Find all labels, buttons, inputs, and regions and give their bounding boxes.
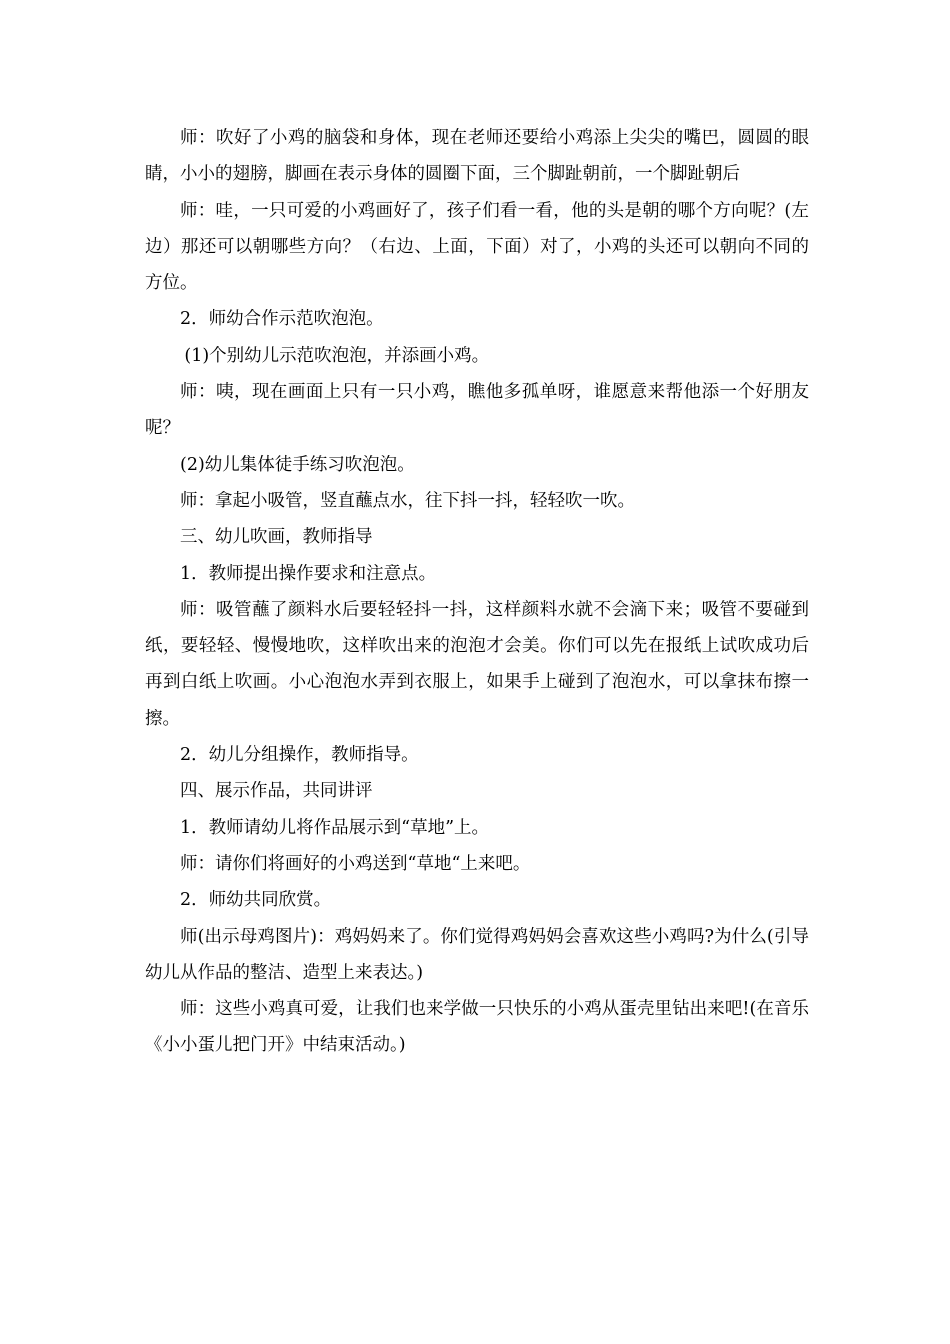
paragraph-teacher-grassland: 师：请你们将画好的小鸡送到“草地“上来吧。 xyxy=(180,853,531,874)
paragraph-teacher-head-direction: 师：哇，一只可爱的小鸡画好了，孩子们看一看，他的头是朝的哪个方向呢？(左边）那还可以朝哪些方向？（右边、上面，下面）对了，小鸡的头还可以朝向不同的方位。 xyxy=(145,200,809,294)
paragraph-step-2-demo: 2．师幼合作示范吹泡泡。 xyxy=(180,309,384,330)
paragraph-group-operation: 2．幼儿分组操作，教师指导。 xyxy=(180,745,419,766)
paragraph-teacher-add-friend: 师：咦，现在画面上只有一只小鸡，瞧他多孤单呀，谁愿意来帮他添一个好朋友呢？ xyxy=(145,382,809,439)
paragraph-mother-hen: 师(出示母鸡图片)：鸡妈妈来了。你们觉得鸡妈妈会喜欢这些小鸡吗?为什么(引导幼儿从作品的整洁、造型上来表达。) xyxy=(145,926,809,983)
section-heading-3: 三、幼儿吹画，教师指导 xyxy=(180,527,373,548)
paragraph-teacher-draw-beak: 师：吹好了小鸡的脑袋和身体，现在老师还要给小鸡添上尖尖的嘴巴，圆圆的眼睛，小小的翅膀，脚画在表示身体的圆圈下面，三个脚趾朝前，一个脚趾朝后 xyxy=(145,128,809,185)
paragraph-appreciate: 2．师幼共同欣赏。 xyxy=(180,890,332,911)
paragraph-closing: 师：这些小鸡真可爱，让我们也来学做一只快乐的小鸡从蛋壳里钻出来吧!(在音乐《小小蛋儿把门开》中结束活动。) xyxy=(145,999,809,1056)
paragraph-group-practice: (2)幼儿集体徒手练习吹泡泡。 xyxy=(180,454,415,475)
paragraph-teacher-straw: 师：拿起小吸管，竖直蘸点水，往下抖一抖，轻轻吹一吹。 xyxy=(180,490,635,511)
paragraph-display-works: 1．教师请幼儿将作品展示到“草地”上。 xyxy=(180,817,490,838)
section-heading-4: 四、展示作品，共同讲评 xyxy=(180,781,373,802)
paragraph-individual-demo: (1)个别幼儿示范吹泡泡，并添画小鸡。 xyxy=(184,345,490,366)
paragraph-teacher-instructions: 师：吸管蘸了颜料水后要轻轻抖一抖，这样颜料水就不会滴下来；吸管不要碰到纸，要轻轻、慢慢地吹，这样吹出来的泡泡才会美。你们可以先在报纸上试吹成功后再到白纸上吹画。小心泡泡水弄到衣服上，如果手上碰到了泡泡水，可以拿抹布擦一擦。 xyxy=(145,599,809,729)
document-body xyxy=(145,120,809,1064)
paragraph-requirements: 1．教师提出操作要求和注意点。 xyxy=(180,563,437,584)
